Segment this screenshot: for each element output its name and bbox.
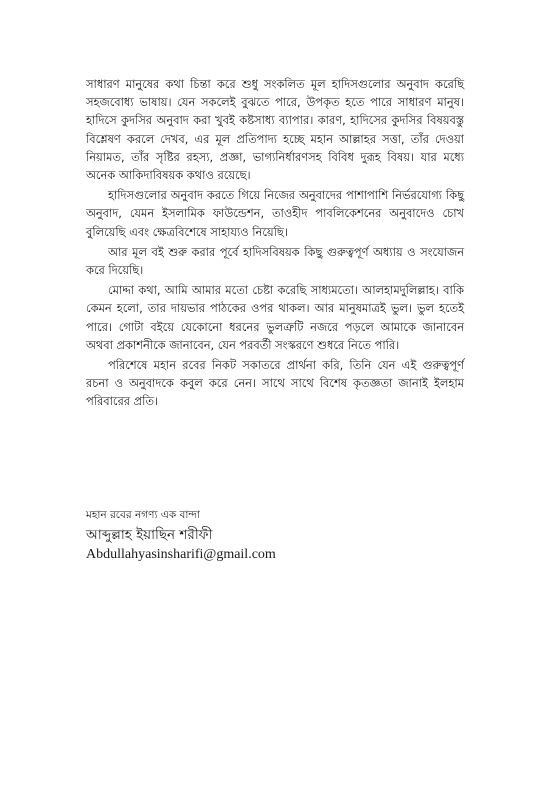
paragraph-5: পরিশেষে মহান রবের নিকট সকাতরে প্রার্থনা করি, তিনি যেন এই গুরুত্বপূর্ণ রচনা ও অনুবাদকে কবুল করে নেন। সাথে সাথে বিশেষ কৃতজ্ঞতা জানাই ইলহাম পরিবারের প্রতি।: [86, 358, 464, 409]
body-text: [86, 75, 464, 413]
paragraph-2: হাদিসগুলোর অনুবাদ করতে গিয়ে নিজের অনুবাদের পাশাপাশি নির্ভরযোগ্য কিছু অনুবাদ, যেমন ইসলামিক ফাউন্ডেশন, তাওহীদ পাবলিকেশনের অনুবাদেও চোখ বুলিয়েছি এবং ক্ষেত্রবিশেষে সাহায্যও নিয়েছি।: [86, 188, 464, 239]
signature-email: Abdullahyasinsharifi@gmail.com: [86, 547, 276, 562]
signature-name: আব্দুল্লাহ ইয়াছিন শরীফী: [86, 527, 213, 543]
signature-note: মহান রবের নগণ্য এক বান্দা: [86, 509, 200, 521]
paragraph-3: আর মূল বই শুরু করার পূর্বে হাদিসবিষয়ক কিছু গুরুত্বপূর্ণ অধ্যায় ও সংযোজন করে দিয়েছি।: [86, 244, 464, 278]
paragraph-1: সাধারণ মানুষের কথা চিন্তা করে শুধু সংকলিত মূল হাদিসগুলোর অনুবাদ করেছি সহজবোধ্য ভাষায়। যেন সকলেই বুঝতে পারে, উপকৃত হতে পারে সাধারণ মানুষ। হাদিসে কুদসির অনুবাদ করা খুবই কষ্টসাধ্য ব্যাপার। কারণ, হাদিসের কুদসির বিষয়বস্তু বিশ্লেষণ করলে দেখব, এর মূল প্রতিপাদ্য হচ্ছে মহান আল্লাহর সত্তা, তাঁর দেওয়া নিয়ামত, তাঁর সৃষ্টির রহস্য, প্রজ্ঞা, ভাগ্যনির্ধারণসহ বিবিধ দুরূহ বিষয়। যার মধ্যে অনেক আকিদাবিষয়ক কথাও রয়েছে।: [86, 77, 464, 183]
paragraph-4: মোদ্দা কথা, আমি আমার মতো চেষ্টা করেছি সাধ্যমতো। আলহামদুলিল্লাহ। বাকি কেমন হলো, তার দায়ভার পাঠকের ওপর থাকল। আর মানুষমাত্রই ভুল। ভুল হতেই পারে। গোটা বইয়ে যেকোনো ধরনের ভুলত্রুটি নজরে পড়লে আমাকে জানাবেন অথবা প্রকাশনীকে জানাবেন, যেন পরবর্তী সংস্করণে শুধরে নিতে পারি।: [86, 283, 464, 352]
